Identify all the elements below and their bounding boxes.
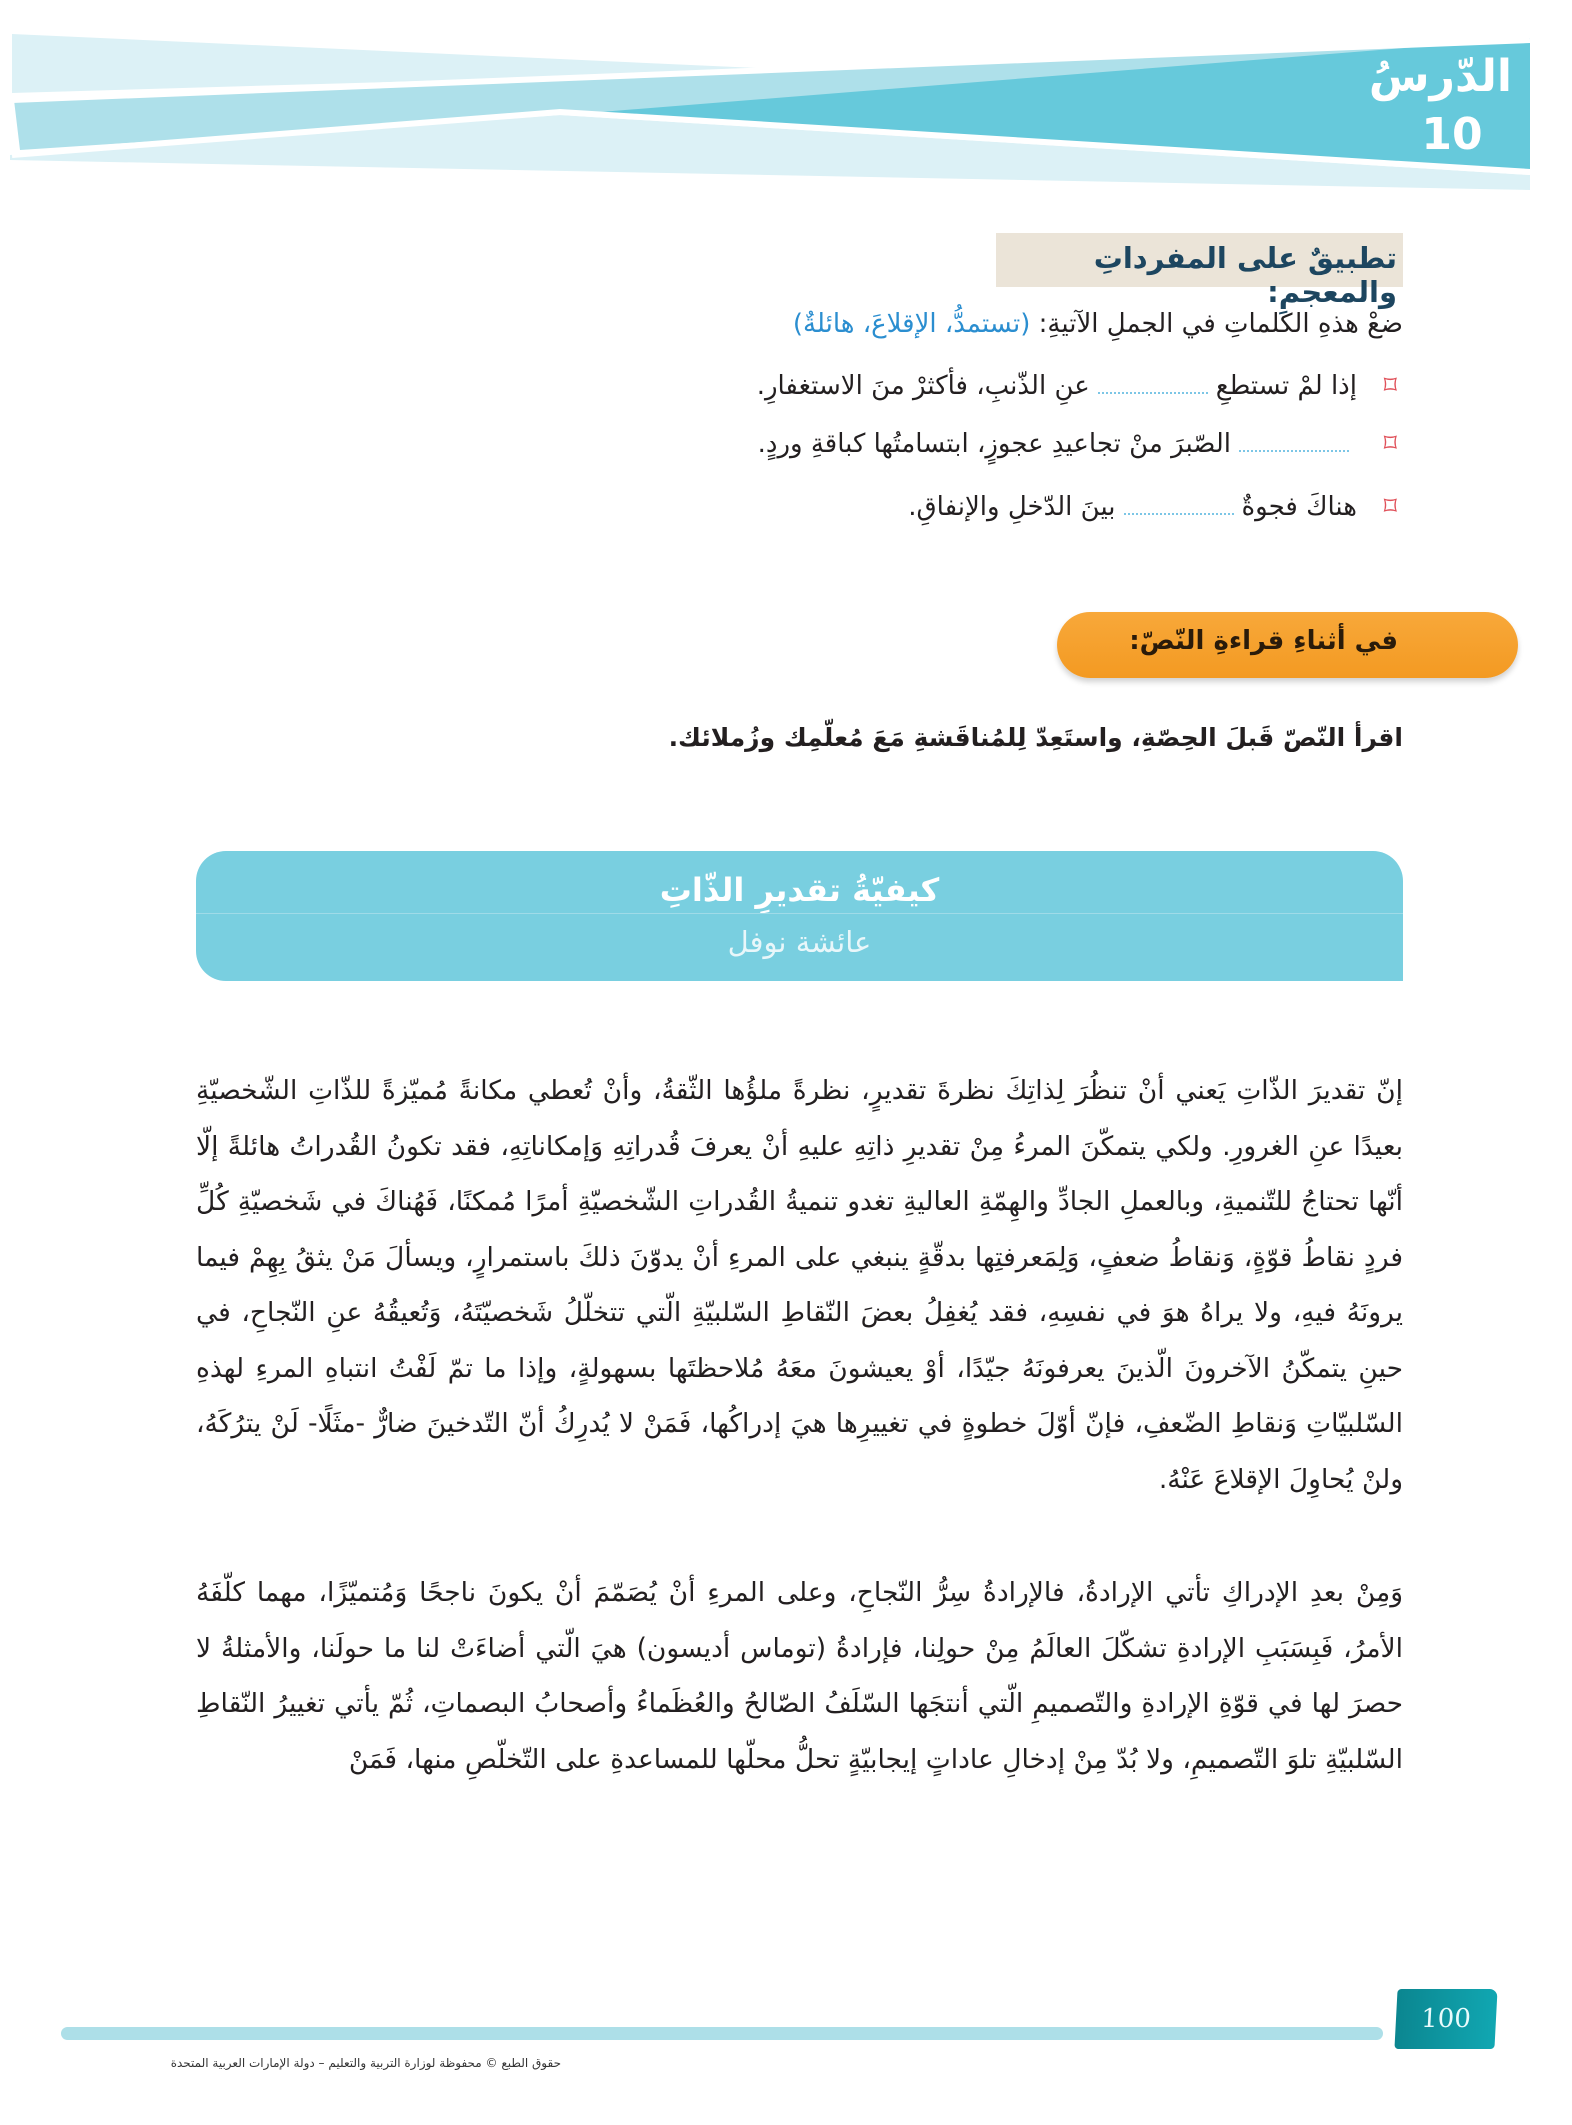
- bullet-icon: ⌑: [1383, 429, 1397, 459]
- bullet-icon: ⌑: [1383, 371, 1397, 401]
- copyright-text: حقوق الطبع © محفوظة لوزارة التربية والتعليم – دولة الإمارات العربية المتحدة: [170, 2056, 561, 2070]
- item-text-after: بينَ الدّخلِ والإنفاقِ.: [908, 492, 1116, 522]
- exercise-item: [457, 364, 1397, 408]
- vocab-heading-text: تطبيقٌ على المفرداتِ والمعجمِ:: [1093, 241, 1397, 309]
- reading-section-pill: [1057, 612, 1518, 678]
- instruction-text: ضعْ هذهِ الكلماتِ في الجملِ الآتيةِ:: [1038, 309, 1403, 339]
- reading-instruction: اقرأ النّصّ قَبلَ الحِصّةِ، واستَعِدّ لِلمُناقَشةِ مَعَ مُعلّمِك وزُملائك.: [668, 723, 1403, 752]
- word-list: (تستمدُّ، الإقلاعَ، هائلةٌ): [792, 309, 1031, 339]
- vocab-section-heading: [996, 233, 1403, 309]
- paragraph: إنّ تقديرَ الذّاتِ يَعني أنْ تنظُرَ لِذاتِكَ نظرةَ تقديرٍ، نظرةً ملؤُها الثّقةُ، وأنْ تُعطي مكانةً مُميّزةً للذّاتِ الشّخصيّةِ بعيدًا عنِ الغرورِ. ولكي يتمكّنَ المرءُ مِنْ تقديرِ ذاتِهِ عليهِ أنْ يعرفَ قُدراتِهِ وَإمكاناتِهِ، فقد تكونُ القُدراتُ هائلةً إلّا أنّها تحتاجُ للتّنميةِ، وبالعملِ الجادِّ والهِمّةِ العاليةِ تغدو تنميةُ القُدراتِ الشّخصيّةِ أمرًا مُمكنًا، فَهُناكَ في شَخصيّةِ كُلِّ فردٍ نقاطُ قوّةٍ، وَنقاطُ ضعفٍ، وَلِمَعرفتِها بدقّةٍ ينبغي على المرءِ أنْ يدوّنَ ذلكَ باستمرارٍ، ويسألَ مَنْ يثقُ بِهِمْ فيما يرونَهُ فيهِ، ولا يراهُ هوَ في نفسِهِ، فقد يُغفِلُ بعضَ النّقاطِ السّلبيّةِ الّتي تتخلّلُ شَخصيّتَهُ، وَتُعيقُهُ عنِ النّجاحِ، في حينِ يتمكّنُ الآخرونَ الّذينَ يعرفونَهُ جيّدًا، أوْ يعيشونَ معَهُ مُلاحظتَها بسهولةٍ، وإذا ما تمّ لَفْتُ انتباهِ المرءِ لهذهِ السّلبيّاتِ وَنقاطِ الضّعفِ، فإنّ أوّلَ خطوةٍ في تغييرِها هيَ إدراكُها، فَمَنْ لا يُدرِكُ أنّ التّدخينَ ضارٌّ -مثَلًا- لَنْ يترُكَهُ، ولنْ يُحاوِلَ الإقلاعَ عَنْهُ.: [196, 1075, 1403, 1495]
- item-text-after: الصّبرَ منْ تجاعيدِ عجوزٍ، ابتسامتُها كباقةِ وردٍ.: [757, 429, 1231, 459]
- fill-blank[interactable]: [1098, 392, 1208, 394]
- fill-blank[interactable]: [1239, 450, 1349, 452]
- item-text-before: هناكَ فجوةٌ: [1241, 492, 1357, 522]
- paragraph: وَمِنْ بعدِ الإدراكِ تأتي الإرادةُ، فالإرادةُ سِرُّ النّجاحِ، وعلى المرءِ أنْ يُصَمّمَ أنْ يكونَ ناجحًا وَمُتميّزًا، مهما كلّفَهُ الأمرُ، فَبِسَبَبِ الإرادةِ تشكّلَ العالَمُ مِنْ حولِنا، فإرادةُ (توماس أديسون) هيَ الّتي أضاءَتْ لنا ما حولَنا، والأمثلةُ لا حصرَ لها في قوّةِ الإرادةِ والتّصميمِ الّتي أنتجَها السّلَفُ الصّالحُ والعُظَماءُ وأصحابُ البصماتِ، ثُمّ يأتي تغييرُ النّقاطِ السّلبيّةِ تلوَ التّصميمِ، ولا بُدّ مِنْ إدخالِ عاداتٍ إيجابيّةٍ تحلُّ محلّها للمساعدةِ على التّخلّصِ منها، فَمَنْ: [196, 1577, 1403, 1775]
- item-text-after: عنِ الذّنبِ، فأكثرْ منَ الاستغفارِ.: [756, 371, 1090, 401]
- bullet-icon: ⌑: [1383, 492, 1397, 522]
- text-author: عائشة نوفل: [727, 925, 872, 959]
- text-title: كيفيّةُ تقديرِ الذّاتِ: [659, 871, 940, 909]
- fill-blank[interactable]: [1124, 513, 1234, 515]
- item-text-before: إذا لمْ تستطعِ: [1215, 371, 1357, 401]
- reading-pill-label: في أثناءِ قراءةِ النّصّ:: [1129, 626, 1398, 656]
- vocab-instruction: [503, 302, 1403, 346]
- lesson-number: 10: [1421, 109, 1483, 160]
- page-number: 100: [1394, 1989, 1497, 2049]
- footer-bar: [61, 2027, 1383, 2040]
- exercise-item: [457, 422, 1397, 466]
- exercise-item: [457, 485, 1397, 529]
- title-divider: [196, 913, 1403, 914]
- text-title-box: [196, 851, 1403, 981]
- lesson-banner: [0, 20, 1572, 200]
- lesson-label: الدّرسُ: [1368, 51, 1512, 102]
